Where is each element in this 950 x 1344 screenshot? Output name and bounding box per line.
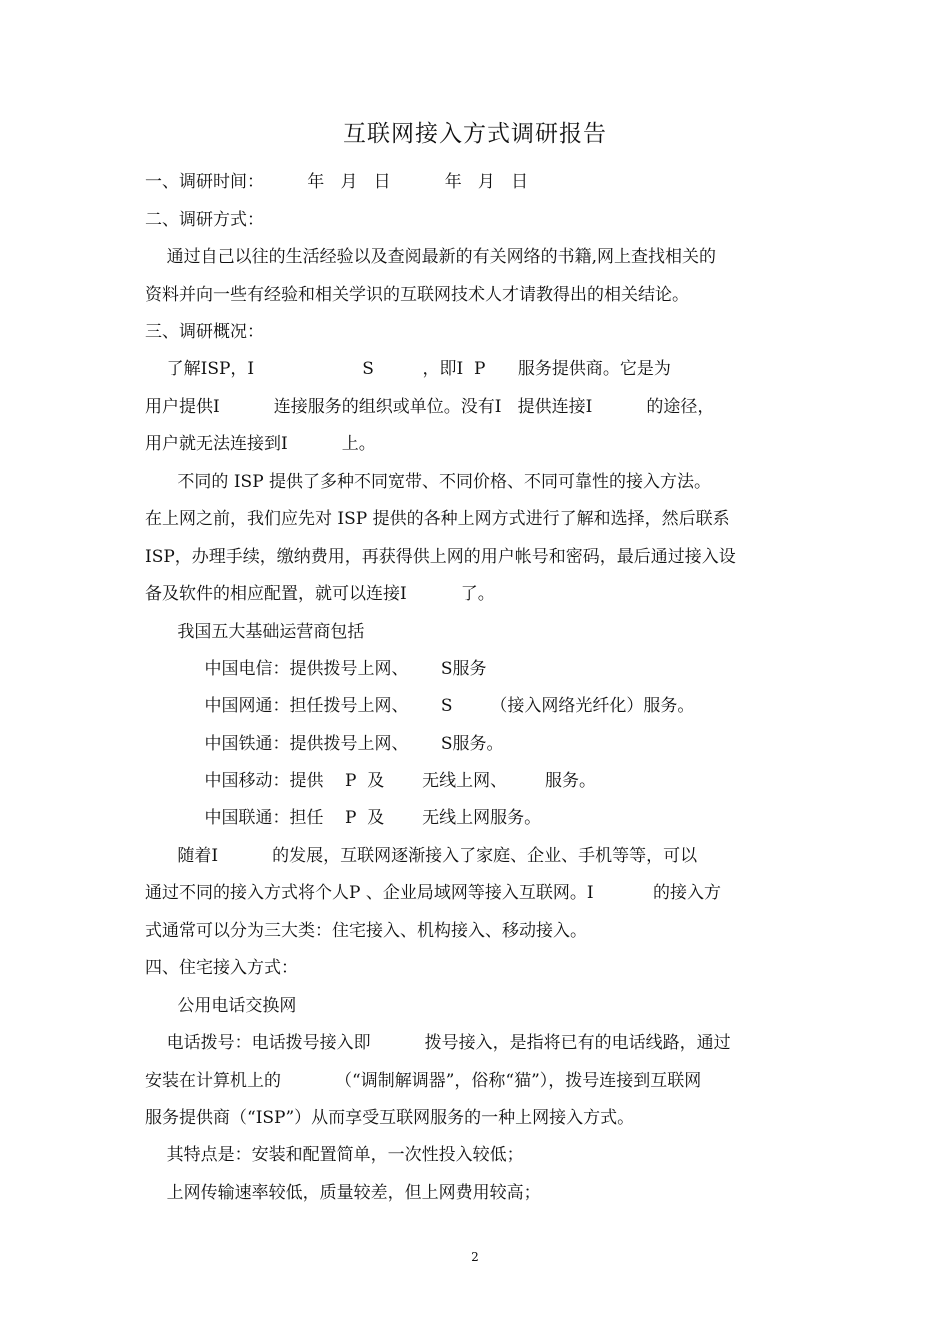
page-number: 2 (471, 1250, 479, 1264)
body-line: 在上网之前，我们应先对 ISP 提供的各种上网方式进行了解和选择，然后联系 (145, 509, 730, 529)
page-title: 互联网接入方式调研报告 (343, 121, 607, 147)
body-line: 式通常可以分为三大类：住宅接入、机构接入、移动接入。 (145, 921, 587, 941)
body-line: 不同的 ISP 提供了多种不同宽带、不同价格、不同可靠性的接入方法。 (145, 472, 712, 492)
body-line: 随着I 的发展，互联网逐渐接入了家庭、企业、手机等等，可以 (145, 846, 698, 866)
body-line: 服务提供商（“ISP”）从而享受互联网服务的一种上网接入方式。 (145, 1108, 635, 1128)
operator-item: 中国铁通：提供拨号上网、 S服务。 (145, 734, 504, 754)
operator-item: 中国联通：担任 P 及 无线上网服务。 (145, 808, 542, 828)
body-line: 其特点是：安装和配置简单，一次性投入较低； (145, 1145, 524, 1165)
body-line: 上网传输速率较低，质量较差，但上网费用较高； (145, 1183, 541, 1203)
body-line: 电话拨号：电话拨号接入即 拨号接入，是指将已有的电话线路，通过 (145, 1033, 731, 1053)
overview-heading: 三、调研概况： (145, 322, 264, 342)
body-line: 通过自己以往的生活经验以及查阅最新的有关网络的书籍,网上查找相关的 (145, 247, 717, 267)
operators-intro: 我国五大基础运营商包括 (145, 622, 365, 642)
operator-item: 中国电信：提供拨号上网、 S服务 (145, 659, 487, 679)
survey-method-heading: 二、调研方式： (145, 210, 264, 230)
body-line: 安装在计算机上的 （“调制解调器”，俗称“猫”），拨号连接到互联网 (145, 1071, 702, 1091)
residential-heading: 四、住宅接入方式： (145, 958, 298, 978)
operator-item: 中国移动：提供 P 及 无线上网、 服务。 (145, 771, 596, 791)
body-line: 资料并向一些有经验和相关学识的互联网技术人才请教得出的相关结论。 (145, 285, 689, 305)
subheading: 公用电话交换网 (145, 996, 297, 1016)
operator-item: 中国网通：担任拨号上网、 S （接入网络光纤化）服务。 (145, 696, 695, 716)
body-line: 备及软件的相应配置，就可以连接I 了。 (145, 584, 495, 604)
body-line: 通过不同的接入方式将个人P 、企业局域网等接入互联网。I 的接入方 (145, 883, 721, 903)
body-line: 用户提供I 连接服务的组织或单位。没有I 提供连接I 的途径， (145, 397, 715, 417)
body-line: 用户就无法连接到I 上。 (145, 434, 376, 454)
body-line: ISP，办理手续，缴纳费用，再获得供上网的用户帐号和密码，最后通过接入设 (145, 547, 736, 567)
body-line: 了解ISP，I S ，即I P 服务提供商。它是为 (145, 359, 671, 379)
survey-time-line: 一、调研时间： 年 月 日 年 月 日 (145, 172, 529, 192)
